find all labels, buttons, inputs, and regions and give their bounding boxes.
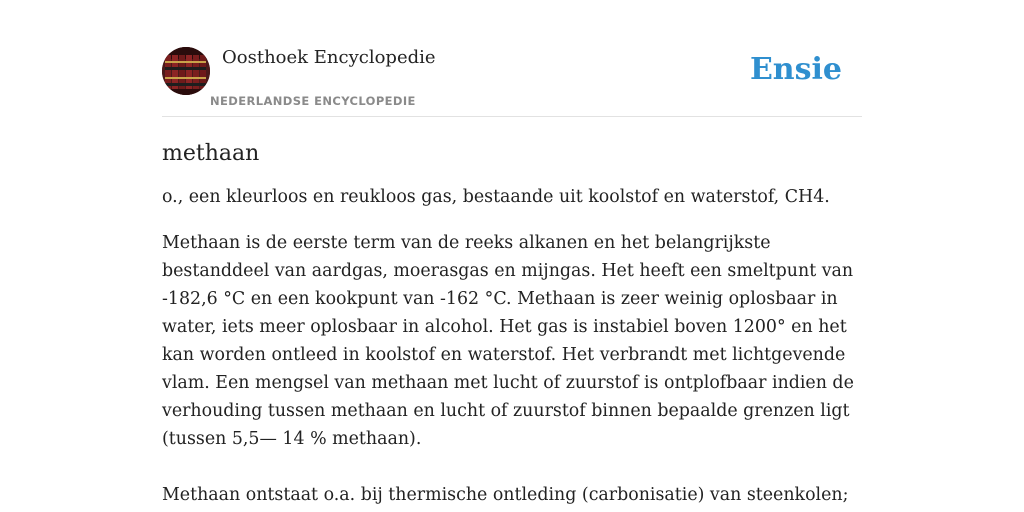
definition-paragraph: o., een kleurloos en reukloos gas, bestaande uit koolstof en waterstof, CH4.: [162, 187, 830, 207]
ensie-logo-link[interactable]: Ensie: [749, 52, 842, 87]
book-spines-avatar-icon[interactable]: [162, 47, 210, 95]
site-title-link[interactable]: Oosthoek Encyclopedie: [222, 47, 436, 68]
body-paragraph: Methaan ontstaat o.a. bij thermische ontleding (carbonisatie) van steenkolen;: [162, 485, 849, 505]
site-header: [162, 47, 862, 117]
entry-title: methaan: [162, 141, 260, 166]
site-subtitle: NEDERLANDSE ENCYCLOPEDIE: [210, 94, 416, 108]
article: [162, 139, 872, 512]
body-paragraph: Methaan is de eerste term van de reeks alkanen en het belangrijkste bestanddeel van aardgas, moerasgas en mijngas. Het heeft een smeltpunt van -182,6 °C en een kookpunt van -162 °C. Methaan is zeer weinig oplosbaar in water, iets meer oplosbaar in alcohol. Het gas is instabiel boven 1200° en het kan worden ontleed in koolstof en waterstof. Het verbrandt met lichtgevende vlam. Een mengsel van methaan met lucht of zuurstof is ontplofbaar indien de verhouding tussen methaan en lucht of zuurstof binnen bepaalde grenzen ligt (tussen 5,5— 14 % methaan).: [162, 233, 854, 449]
